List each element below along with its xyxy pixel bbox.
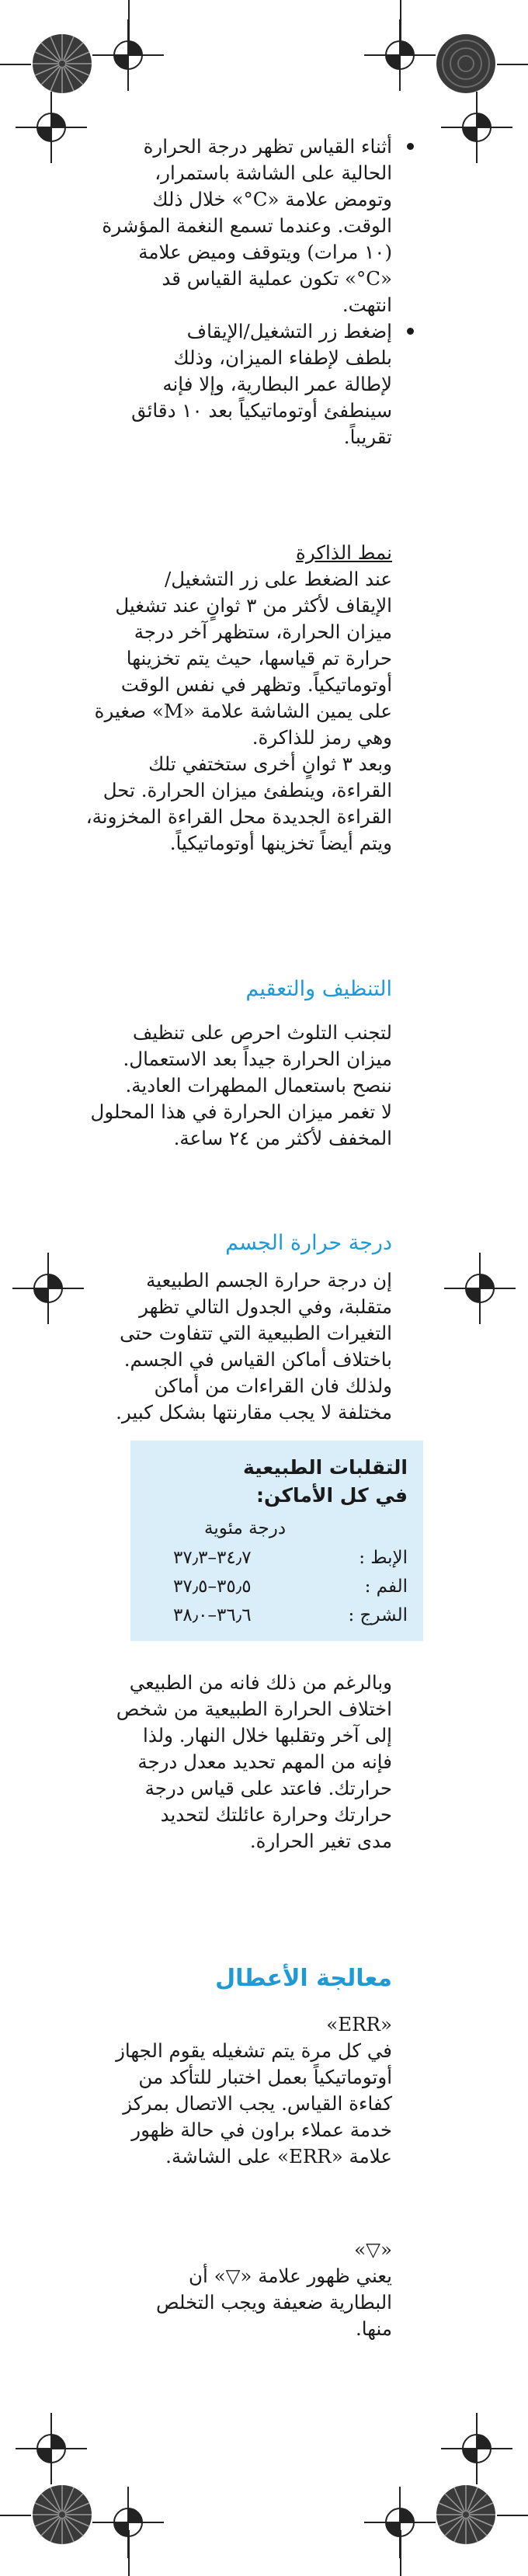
text-line: على يمين الشاشة علامة «M» صغيرة [94,700,392,722]
crop-line [497,64,528,65]
text-line: فإنه من المهم تحديد معدل درجة [137,1750,392,1773]
crop-line [497,2515,528,2516]
text-line: مدى تغير الحرارة. [249,1830,392,1852]
text-line: أوتوماتيكياً. وتظهر في نفس الوقت [120,673,392,696]
row-label: الإبط : [359,1548,408,1568]
box-title-line1: التقلبات الطبيعية [243,1456,408,1479]
err-code: «ERR» [326,2013,392,2035]
crop-line [0,64,31,65]
registration-mark-icon [441,2413,512,2484]
text-line: منها. [355,2317,392,2340]
registration-mark-icon [364,19,436,91]
text-line: بلطف لإطفاء الميزان، وذلك [173,346,392,369]
text-line: ويتم أيضاً تخزينها أوتوماتيكياً. [169,832,392,854]
bullet-icon [407,143,414,150]
text-line: التغيرات الطبيعية التي تتفاوت حتى [120,1322,392,1344]
text-line: الإيقاف لأكثر من ٣ ثوانٍ عند تشغيل [115,594,392,617]
body-temp-heading: درجة حرارة الجسم [225,1231,392,1255]
text-line: مختلفة لا يجب مقارنتها بشكل كبير. [116,1401,392,1424]
battery-section [105,2237,392,2342]
star-target-icon [31,33,93,95]
registration-mark-icon [441,92,512,163]
text-line: الحالية على الشاشة باستمرار، [155,162,392,184]
text-line: ننصح باستعمال المطهرات العادية. [125,1074,392,1097]
text-line: حرارة تم قياسها، حيث يتم تخزينها [126,647,392,669]
registration-mark-icon [92,19,164,91]
text-line: «C°» تكون عملية القياس قد [162,267,392,290]
text-line: باختلاف أماكن القياس في الجسم. [123,1348,392,1371]
text-line: تقريباً. [343,426,392,448]
text-line: يعني ظهور علامة «▽» أن [189,2265,392,2287]
temperature-range-box [130,1441,423,1641]
text-line: حرارتك. فاعتد على قياس درجة [144,1777,392,1799]
text-line: القراءة الجديدة محل القراءة المخزونة، [85,805,392,828]
text-line: أوتوماتيكياً بعمل اختبار للتأكد من [138,2066,392,2088]
text-line: ميزان الحرارة، ستظهر آخر درجة [134,621,392,643]
star-target-icon [435,33,497,95]
text-line: حرارتك وحرارة عائلتك لتحديد [160,1803,392,1826]
unit-label: درجة مئوية [204,1518,287,1538]
registration-mark-icon [364,2487,436,2558]
text-line: أثناء القياس تظهر درجة الحرارة [143,135,392,158]
text-line: وبعد ٣ ثوانٍ أخرى ستختفي تلك [148,753,392,775]
registration-mark-icon [16,2413,87,2484]
cleaning-text [90,1020,392,1152]
registration-mark-icon [12,1253,84,1324]
text-line: (١٠ مرات) ويتوقف وميض علامة [138,241,392,263]
text-line: إن درجة حرارة الجسم الطبيعية [146,1269,392,1291]
text-line: كفاءة القياس. يجب الاتصال بمركز [123,2092,392,2115]
text-line: عند الضغط على زر التشغيل/ [165,568,392,590]
text-line: وتومض علامة «C°» خلال ذلك [152,188,392,210]
text-line: وهي رمز للذاكرة. [252,726,392,749]
text-line: لتجنب التلوث احرص على تنظيف [132,1021,392,1044]
troubleshooting-heading: معالجة الأعطال [215,1965,392,1992]
text-line: انتهت. [342,294,392,316]
text-line: اختلاف الحرارة الطبيعية من شخص [116,1698,392,1720]
registration-mark-icon [92,2487,164,2558]
text-line: لا تغمر ميزان الحرارة في هذا المحلول [90,1100,392,1123]
measure-bullet [128,318,392,450]
row-label: الفم : [364,1577,408,1597]
star-target-icon [435,2484,497,2546]
crop-line [0,2515,31,2516]
row-value: ٣٤٫٧–٣٧٫٣ [173,1548,252,1568]
row-value: ٣٦٫٦–٣٨٫٠ [173,1605,252,1625]
body-temp-after-text [113,1670,392,1855]
text-line: ميزان الحرارة جيداً بعد الاستعمال. [123,1048,392,1070]
text-line: سينطفئ أوتوماتيكياً بعد ١٠ دقائق [131,399,392,422]
battery-symbol: «▽» [354,2238,392,2261]
measure-bullet [102,134,392,318]
text-line: متقلبة، وفي الجدول التالي تظهر [139,1295,392,1318]
text-line: وبالرغم من ذلك فانه من الطبيعي [129,1671,392,1694]
memory-section [85,540,392,857]
text-line: إضغط زر التشغيل/الإيقاف [186,320,392,342]
text-line: علامة «ERR» على الشاشة. [165,2145,392,2168]
text-line: في كل مرة يتم تشغيله يقوم الجهاز [116,2039,392,2062]
cleaning-heading: التنظيف والتعقيم [245,977,392,1001]
err-section [105,2011,392,2170]
row-value: ٣٥٫٥–٣٧٫٥ [173,1577,252,1597]
registration-mark-icon [16,92,87,163]
text-line: لإطالة عمر البطارية، وإلا فإنه [162,373,392,395]
registration-mark-icon [444,1253,516,1324]
box-title-line2: في كل الأماكن: [255,1484,408,1507]
bullet-icon [407,328,414,335]
star-target-icon [31,2484,93,2546]
text-line: القراءة، وينطفئ ميزان الحرارة. تحل [102,779,392,801]
text-line: خدمة عملاء براون في حالة ظهور [131,2119,392,2141]
memory-title: نمط الذاكرة [296,541,392,564]
text-line: البطارية ضعيفة ويجب التخلص [155,2291,392,2314]
row-label: الشرج : [348,1605,408,1625]
text-line: الوقت. وعندما تسمع النغمة المؤشرة [102,214,392,237]
text-line: المخفف لأكثر من ٢٤ ساعة. [173,1127,392,1149]
body-temp-text [113,1267,392,1426]
text-line: ولذلك فان القراءات من أماكن [154,1375,392,1397]
text-line: إلى آخر وتقلبها خلال النهار. ولذا [143,1724,392,1747]
